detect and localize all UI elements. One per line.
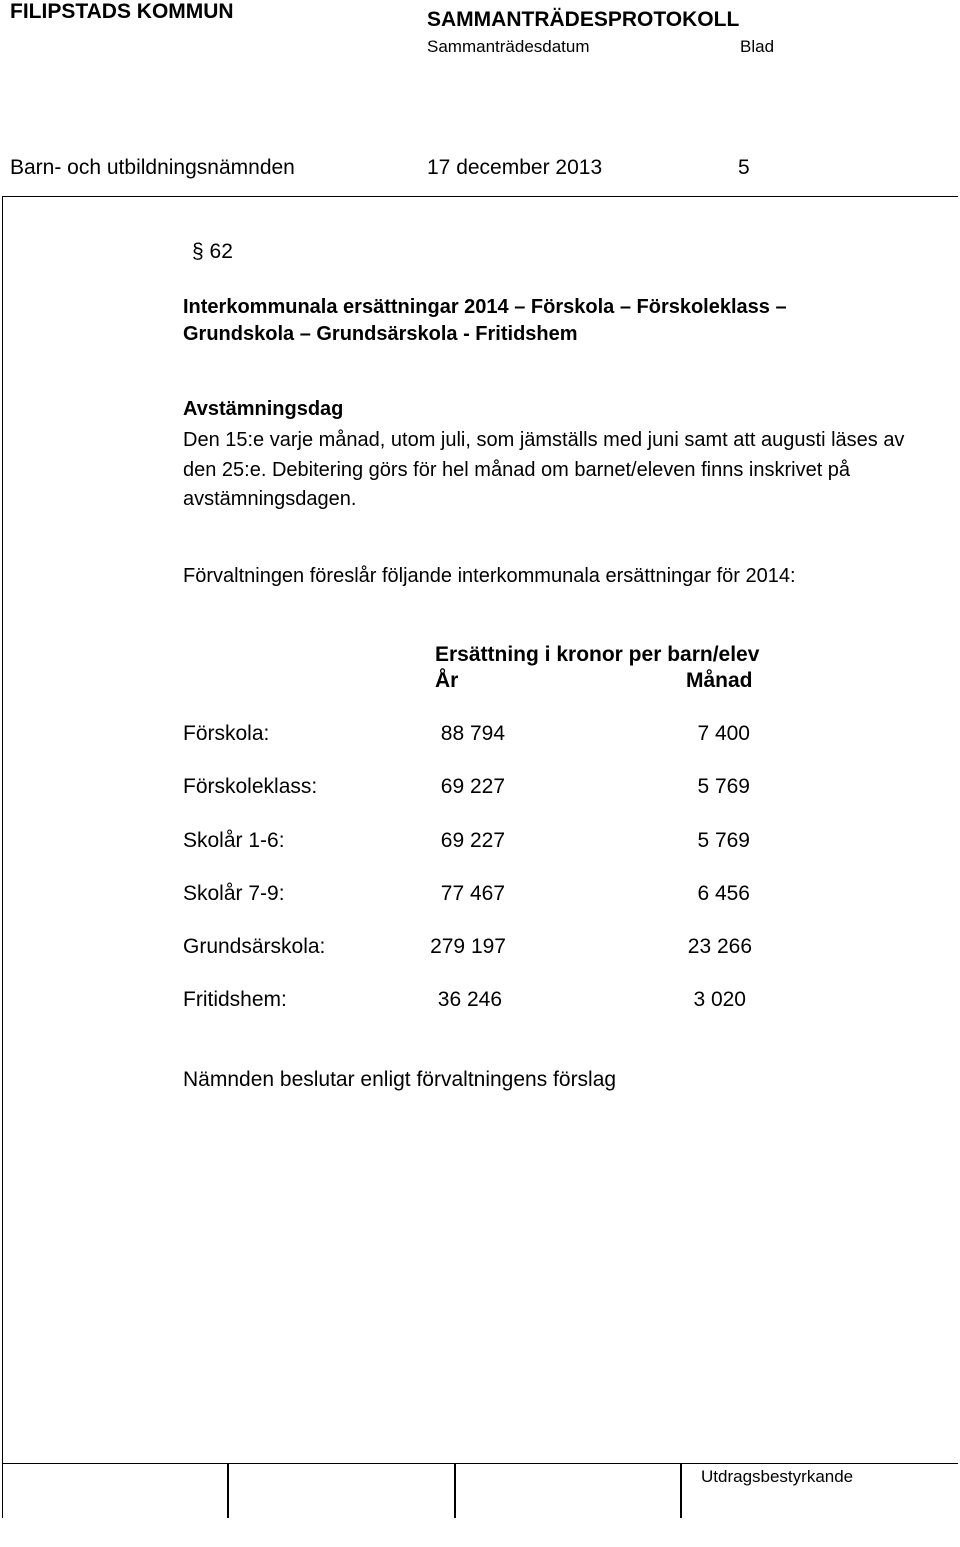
row-month-value: 5 769 bbox=[697, 829, 750, 852]
signature-box-divider bbox=[227, 1463, 229, 1518]
row-label: Grundsärskola: bbox=[183, 935, 326, 958]
row-year-value: 279 197 bbox=[430, 935, 506, 958]
committee-name: Barn- och utbildningsnämnden bbox=[10, 156, 295, 179]
table-caption: Ersättning i kronor per barn/elev bbox=[435, 643, 760, 666]
row-year-value: 69 227 bbox=[440, 775, 505, 798]
row-year-value: 36 246 bbox=[437, 988, 502, 1011]
decision-text: Nämnden beslutar enligt förvaltningens förslag bbox=[183, 1068, 617, 1091]
subheading-avstamningsdag: Avstämningsdag bbox=[183, 398, 344, 420]
proposal-text: Förvaltningen föreslår följande interkommunala ersättningar för 2014: bbox=[183, 565, 796, 587]
signature-box-divider bbox=[680, 1463, 682, 1518]
row-month-value: 3 020 bbox=[693, 988, 746, 1011]
page-label: Blad bbox=[740, 37, 775, 56]
column-header-year: År bbox=[435, 669, 459, 692]
frame-bottom-line bbox=[2, 1463, 958, 1464]
row-label: Skolår 1-6: bbox=[183, 829, 285, 852]
section-number: § 62 bbox=[192, 240, 233, 263]
row-year-value: 77 467 bbox=[440, 882, 505, 905]
page-number: 5 bbox=[738, 156, 750, 179]
row-label: Skolår 7-9: bbox=[183, 882, 285, 905]
meeting-date: 17 december 2013 bbox=[427, 156, 603, 179]
body-paragraph: Den 15:e varje månad, utom juli, som jämställs med juni samt att augusti läses av den 25:e. Debitering görs för hel månad om barnet/eleven finns inskrivet på avstämningsdagen. bbox=[183, 429, 905, 510]
row-label: Fritidshem: bbox=[183, 988, 287, 1011]
section-title-line2: Grundskola – Grundsärskola - Fritidshem bbox=[183, 323, 578, 345]
document-type: SAMMANTRÄDESPROTOKOLL bbox=[427, 8, 740, 31]
signature-box-divider bbox=[454, 1463, 456, 1518]
column-header-month: Månad bbox=[686, 669, 753, 692]
row-year-value: 88 794 bbox=[440, 722, 505, 745]
frame-left-line bbox=[2, 196, 3, 1518]
organization-name: FILIPSTADS KOMMUN bbox=[10, 0, 234, 23]
row-label: Förskoleklass: bbox=[183, 775, 318, 798]
frame-top-line bbox=[2, 196, 958, 197]
certification-label: Utdragsbestyrkande bbox=[701, 1467, 854, 1486]
row-label: Förskola: bbox=[183, 722, 270, 745]
row-month-value: 7 400 bbox=[697, 722, 750, 745]
row-month-value: 6 456 bbox=[697, 882, 750, 905]
row-month-value: 23 266 bbox=[687, 935, 752, 958]
section-title-line1: Interkommunala ersättningar 2014 – Förskola – Förskoleklass – bbox=[183, 296, 787, 318]
row-month-value: 5 769 bbox=[697, 775, 750, 798]
date-label: Sammanträdesdatum bbox=[427, 37, 590, 56]
row-year-value: 69 227 bbox=[440, 829, 505, 852]
